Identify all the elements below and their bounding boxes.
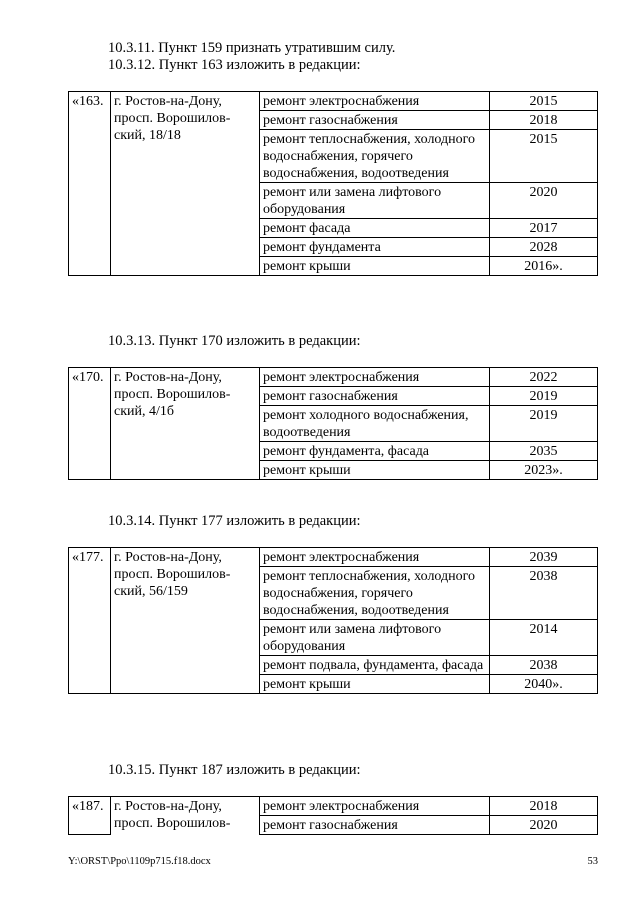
- work-cell: ремонт крыши: [260, 675, 490, 694]
- work-cell: ремонт холодного водоснабжения, водоотведения: [260, 406, 490, 442]
- paragraph-10-3-15: 10.3.15. Пункт 187 изложить в редакции:: [108, 762, 361, 778]
- table-row: [69, 368, 598, 387]
- paragraph-10-3-14: 10.3.14. Пункт 177 изложить в редакции:: [108, 513, 361, 529]
- year-cell: 2018: [490, 111, 598, 130]
- item-address: г. Ростов-на-Дону, просп. Ворошилов-ский, 18/18: [111, 92, 260, 276]
- work-cell: ремонт электроснабжения: [260, 92, 490, 111]
- table-row: [69, 92, 598, 111]
- year-cell: 2038: [490, 567, 598, 620]
- work-cell: ремонт теплоснабжения, холодного водоснабжения, горячего водоснабжения, водоотведения: [260, 130, 490, 183]
- year-cell: 2019: [490, 387, 598, 406]
- item-address: г. Ростов-на-Дону, просп. Ворошилов-ский, 4/1б: [111, 368, 260, 480]
- table-item-187: [68, 796, 598, 835]
- table-item-163: [68, 91, 598, 276]
- year-cell: 2039: [490, 548, 598, 567]
- year-cell: 2018: [490, 797, 598, 816]
- table-row: [69, 548, 598, 567]
- work-cell: ремонт электроснабжения: [260, 797, 490, 816]
- work-cell: ремонт или замена лифтового оборудования: [260, 183, 490, 219]
- work-cell: ремонт теплоснабжения, холодного водоснабжения, горячего водоснабжения, водоотведения: [260, 567, 490, 620]
- year-cell: 2015: [490, 130, 598, 183]
- item-address: г. Ростов-на-Дону, просп. Ворошилов-ский, 56/159: [111, 548, 260, 694]
- year-cell: 2020: [490, 816, 598, 835]
- work-cell: ремонт электроснабжения: [260, 548, 490, 567]
- year-cell: 2016».: [490, 257, 598, 276]
- work-cell: ремонт фундамента: [260, 238, 490, 257]
- work-cell: ремонт электроснабжения: [260, 368, 490, 387]
- year-cell: 2019: [490, 406, 598, 442]
- year-cell: 2038: [490, 656, 598, 675]
- paragraph-10-3-11: 10.3.11. Пункт 159 признать утратившим силу.: [108, 40, 396, 56]
- year-cell: 2014: [490, 620, 598, 656]
- item-number: «170.: [69, 368, 111, 480]
- year-cell: 2028: [490, 238, 598, 257]
- work-cell: ремонт фундамента, фасада: [260, 442, 490, 461]
- work-cell: ремонт фасада: [260, 219, 490, 238]
- paragraph-10-3-12: 10.3.12. Пункт 163 изложить в редакции:: [108, 57, 361, 73]
- item-address: г. Ростов-на-Дону, просп. Ворошилов-: [111, 797, 260, 835]
- table-item-177: [68, 547, 598, 694]
- paragraph-10-3-13: 10.3.13. Пункт 170 изложить в редакции:: [108, 333, 361, 349]
- footer-file-path: Y:\ORST\Ppo\1109p715.f18.docx: [68, 856, 211, 867]
- page-number: 53: [587, 856, 598, 867]
- year-cell: 2022: [490, 368, 598, 387]
- item-number: «163.: [69, 92, 111, 276]
- work-cell: ремонт газоснабжения: [260, 816, 490, 835]
- year-cell: 2035: [490, 442, 598, 461]
- table-item-170: [68, 367, 598, 480]
- work-cell: ремонт газоснабжения: [260, 111, 490, 130]
- year-cell: 2040».: [490, 675, 598, 694]
- table-row: [69, 797, 598, 816]
- work-cell: ремонт или замена лифтового оборудования: [260, 620, 490, 656]
- work-cell: ремонт газоснабжения: [260, 387, 490, 406]
- item-number: «177.: [69, 548, 111, 694]
- year-cell: 2017: [490, 219, 598, 238]
- work-cell: ремонт крыши: [260, 257, 490, 276]
- work-cell: ремонт крыши: [260, 461, 490, 480]
- item-number: «187.: [69, 797, 111, 835]
- work-cell: ремонт подвала, фундамента, фасада: [260, 656, 490, 675]
- year-cell: 2020: [490, 183, 598, 219]
- year-cell: 2023».: [490, 461, 598, 480]
- year-cell: 2015: [490, 92, 598, 111]
